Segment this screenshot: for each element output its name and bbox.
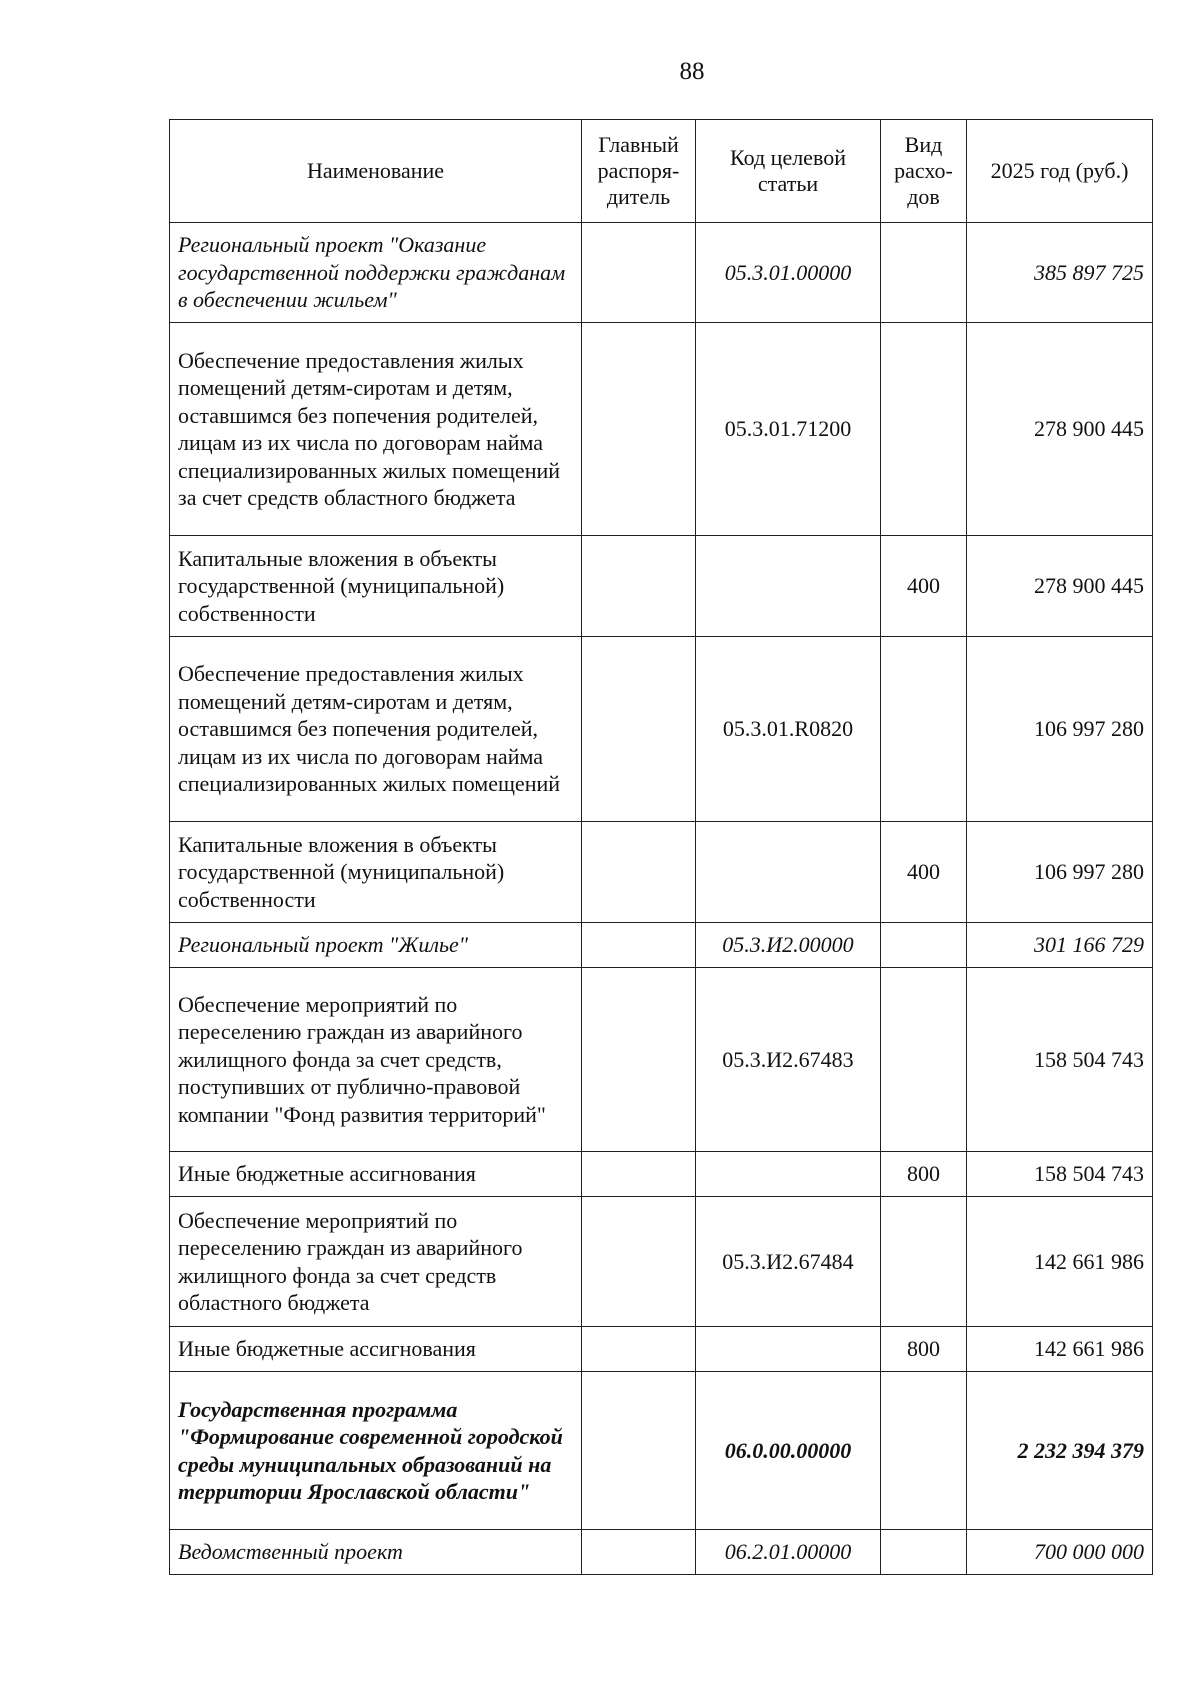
row-type <box>881 923 967 968</box>
header-grbs: Главный распоря-дитель <box>582 120 696 223</box>
row-amount: 301 166 729 <box>967 923 1153 968</box>
row-name: Обеспечение мероприятий по переселению граждан из аварийного жилищного фонда за счет средств, поступивших от публично-правовой компании "Фонд развития территорий" <box>170 968 582 1152</box>
row-amount: 158 504 743 <box>967 1152 1153 1197</box>
row-grbs <box>582 1530 696 1575</box>
row-amount: 385 897 725 <box>967 223 1153 323</box>
row-amount: 700 000 000 <box>967 1530 1153 1575</box>
row-code: 05.3.И2.67483 <box>696 968 881 1152</box>
row-grbs <box>582 968 696 1152</box>
row-type: 800 <box>881 1152 967 1197</box>
row-code <box>696 822 881 923</box>
table-row <box>170 1197 1153 1327</box>
row-type <box>881 1372 967 1530</box>
header-name: Наименование <box>170 120 582 223</box>
table-row <box>170 323 1153 536</box>
row-amount: 142 661 986 <box>967 1327 1153 1372</box>
row-amount: 106 997 280 <box>967 637 1153 822</box>
row-name: Капитальные вложения в объекты государственной (муниципальной) собственности <box>170 536 582 637</box>
row-grbs <box>582 923 696 968</box>
header-type: Вид расхо-дов <box>881 120 967 223</box>
row-type: 400 <box>881 822 967 923</box>
page-number: 88 <box>679 58 705 85</box>
row-grbs <box>582 536 696 637</box>
row-grbs <box>582 637 696 822</box>
row-name: Региональный проект "Оказание государственной поддержки гражданам в обеспечении жильем" <box>170 223 582 323</box>
budget-table <box>169 119 1153 1575</box>
row-name: Ведомственный проект <box>170 1530 582 1575</box>
row-amount: 2 232 394 379 <box>967 1372 1153 1530</box>
table-row <box>170 536 1153 637</box>
row-grbs <box>582 1372 696 1530</box>
row-code: 05.3.01.00000 <box>696 223 881 323</box>
table-row <box>170 923 1153 968</box>
table-row <box>170 1152 1153 1197</box>
table-row <box>170 637 1153 822</box>
table-row <box>170 968 1153 1152</box>
row-grbs <box>582 323 696 536</box>
row-grbs <box>582 1197 696 1327</box>
row-amount: 106 997 280 <box>967 822 1153 923</box>
row-type <box>881 1530 967 1575</box>
table-row <box>170 223 1153 323</box>
row-code: 06.0.00.00000 <box>696 1372 881 1530</box>
header-amount: 2025 год (руб.) <box>967 120 1153 223</box>
row-type <box>881 1197 967 1327</box>
row-type: 800 <box>881 1327 967 1372</box>
row-code <box>696 1152 881 1197</box>
header-code: Код целевой статьи <box>696 120 881 223</box>
row-grbs <box>582 1327 696 1372</box>
row-name: Иные бюджетные ассигнования <box>170 1152 582 1197</box>
row-code <box>696 1327 881 1372</box>
table-row <box>170 1327 1153 1372</box>
table-row <box>170 1372 1153 1530</box>
row-code: 05.3.И2.00000 <box>696 923 881 968</box>
row-grbs <box>582 822 696 923</box>
row-code <box>696 536 881 637</box>
row-amount: 142 661 986 <box>967 1197 1153 1327</box>
row-code: 05.3.01.R0820 <box>696 637 881 822</box>
row-grbs <box>582 223 696 323</box>
row-type <box>881 223 967 323</box>
row-name: Обеспечение предоставления жилых помещений детям-сиротам и детям, оставшимся без попечения родителей, лицам из их числа по договорам найма специализированных жилых помещений <box>170 637 582 822</box>
row-name: Региональный проект "Жилье" <box>170 923 582 968</box>
row-amount: 158 504 743 <box>967 968 1153 1152</box>
row-type: 400 <box>881 536 967 637</box>
row-amount: 278 900 445 <box>967 323 1153 536</box>
row-type <box>881 637 967 822</box>
table-row <box>170 822 1153 923</box>
row-type <box>881 968 967 1152</box>
table-row <box>170 1530 1153 1575</box>
row-code: 06.2.01.00000 <box>696 1530 881 1575</box>
row-code: 05.3.И2.67484 <box>696 1197 881 1327</box>
row-amount: 278 900 445 <box>967 536 1153 637</box>
row-code: 05.3.01.71200 <box>696 323 881 536</box>
row-name: Обеспечение мероприятий по переселению граждан из аварийного жилищного фонда за счет средств областного бюджета <box>170 1197 582 1327</box>
row-name: Иные бюджетные ассигнования <box>170 1327 582 1372</box>
row-name: Капитальные вложения в объекты государственной (муниципальной) собственности <box>170 822 582 923</box>
row-name: Обеспечение предоставления жилых помещений детям-сиротам и детям, оставшимся без попечения родителей, лицам из их числа по договорам найма специализированных жилых помещений за счет средств областного бюджета <box>170 323 582 536</box>
row-type <box>881 323 967 536</box>
row-name: Государственная программа "Формирование современной городской среды муниципальных образований на территории Ярославской области" <box>170 1372 582 1530</box>
table-body <box>170 223 1153 1575</box>
row-grbs <box>582 1152 696 1197</box>
table-header <box>170 120 1153 223</box>
